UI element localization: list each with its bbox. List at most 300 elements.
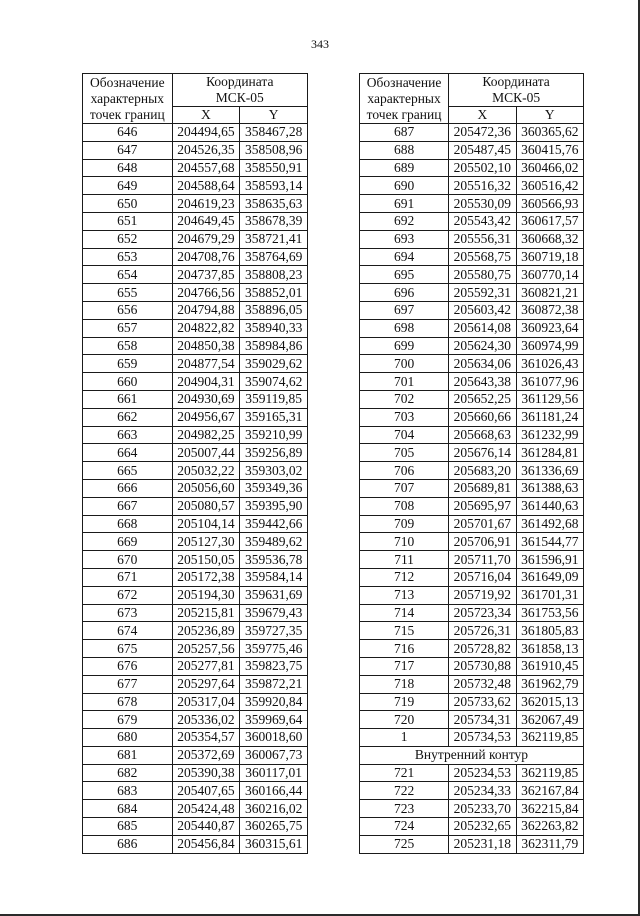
table-row [83,177,308,195]
x-coordinate-cell: 205732,48 [449,675,516,693]
table-row [360,800,584,818]
y-coordinate-cell: 360516,42 [516,177,583,195]
x-coordinate-cell: 205592,31 [449,284,516,302]
x-coordinate-cell: 205234,53 [449,764,516,782]
y-coordinate-cell: 360067,73 [240,746,308,764]
x-coordinate-cell: 205440,87 [172,818,240,836]
table-row [360,818,584,836]
point-id-cell: 651 [83,212,173,230]
point-id-cell: 687 [360,124,449,142]
y-coordinate-cell: 360668,32 [516,230,583,248]
point-id-cell: 658 [83,337,173,355]
x-coordinate-cell: 205716,04 [449,568,516,586]
table-row [83,693,308,711]
table-row [83,444,308,462]
table-row [83,675,308,693]
x-coordinate-cell: 204850,38 [172,337,240,355]
table-row [83,657,308,675]
x-coordinate-cell: 205150,05 [172,551,240,569]
table-row [83,230,308,248]
x-coordinate-cell: 205624,30 [449,337,516,355]
point-id-cell: 693 [360,230,449,248]
table-row [360,124,584,142]
y-coordinate-cell: 358678,39 [240,212,308,230]
table-row [360,515,584,533]
x-coordinate-cell: 205424,48 [172,800,240,818]
y-coordinate-cell: 362015,13 [516,693,583,711]
point-id-cell: 684 [83,800,173,818]
point-id-cell: 697 [360,301,449,319]
x-coordinate-cell: 205233,70 [449,800,516,818]
x-coordinate-cell: 205516,32 [449,177,516,195]
point-id-cell: 695 [360,266,449,284]
y-coordinate-cell: 359631,69 [240,586,308,604]
x-coordinate-cell: 205730,88 [449,657,516,675]
point-id-cell: 705 [360,444,449,462]
x-coordinate-cell: 205711,70 [449,551,516,569]
point-id-cell: 699 [360,337,449,355]
point-id-cell: 650 [83,195,173,213]
point-id-cell: 680 [83,729,173,747]
y-coordinate-cell: 359165,31 [240,408,308,426]
header-designation: Обозначение характерных точек границ [360,74,449,124]
y-coordinate-cell: 362119,85 [516,729,583,747]
x-coordinate-cell: 205643,38 [449,373,516,391]
table-row [83,515,308,533]
table-row [83,141,308,159]
point-id-cell: 679 [83,711,173,729]
y-coordinate-cell: 358896,05 [240,301,308,319]
table-row [83,586,308,604]
header-x: X [172,107,240,124]
x-coordinate-cell: 205234,33 [449,782,516,800]
table-row [360,426,584,444]
point-id-cell: 669 [83,533,173,551]
x-coordinate-cell: 205336,02 [172,711,240,729]
x-coordinate-cell: 205056,60 [172,479,240,497]
x-coordinate-cell: 205734,31 [449,711,516,729]
x-coordinate-cell: 204766,56 [172,284,240,302]
table-row [360,729,584,747]
point-id-cell: 690 [360,177,449,195]
table-row [83,551,308,569]
table-row [83,373,308,391]
table-row [360,675,584,693]
x-coordinate-cell: 204588,64 [172,177,240,195]
point-id-cell: 662 [83,408,173,426]
x-coordinate-cell: 205614,08 [449,319,516,337]
table-row [83,212,308,230]
table-row [360,373,584,391]
y-coordinate-cell: 362311,79 [516,835,583,853]
y-coordinate-cell: 359119,85 [240,390,308,408]
x-coordinate-cell: 205733,62 [449,693,516,711]
x-coordinate-cell: 205719,92 [449,586,516,604]
point-id-cell: 657 [83,319,173,337]
table-row [360,284,584,302]
x-coordinate-cell: 205580,75 [449,266,516,284]
table-row [360,159,584,177]
y-coordinate-cell: 358508,96 [240,141,308,159]
table-row [83,622,308,640]
x-coordinate-cell: 205297,64 [172,675,240,693]
point-id-cell: 672 [83,586,173,604]
y-coordinate-cell: 360566,93 [516,195,583,213]
x-coordinate-cell: 205472,36 [449,124,516,142]
y-coordinate-cell: 362215,84 [516,800,583,818]
table-row [360,444,584,462]
point-id-cell: 716 [360,640,449,658]
y-coordinate-cell: 360117,01 [240,764,308,782]
point-id-cell: 721 [360,764,449,782]
point-id-cell: 691 [360,195,449,213]
y-coordinate-cell: 360872,38 [516,301,583,319]
table-row [360,640,584,658]
table-row [360,462,584,480]
x-coordinate-cell: 205390,38 [172,764,240,782]
x-coordinate-cell: 205695,97 [449,497,516,515]
x-coordinate-cell: 205603,42 [449,301,516,319]
table-row [360,711,584,729]
y-coordinate-cell: 361440,63 [516,497,583,515]
y-coordinate-cell: 359395,90 [240,497,308,515]
x-coordinate-cell: 205652,25 [449,390,516,408]
table-row [360,551,584,569]
y-coordinate-cell: 359210,99 [240,426,308,444]
x-coordinate-cell: 205487,45 [449,141,516,159]
table-row [83,408,308,426]
y-coordinate-cell: 362067,49 [516,711,583,729]
section-heading: Внутренний контур [360,746,584,764]
x-coordinate-cell: 205634,06 [449,355,516,373]
table-row [83,497,308,515]
y-coordinate-cell: 360466,02 [516,159,583,177]
table-row [360,390,584,408]
y-coordinate-cell: 362263,82 [516,818,583,836]
x-coordinate-cell: 205317,04 [172,693,240,711]
point-id-cell: 656 [83,301,173,319]
table-row [83,159,308,177]
x-coordinate-cell: 205676,14 [449,444,516,462]
x-coordinate-cell: 204708,76 [172,248,240,266]
y-coordinate-cell: 361805,83 [516,622,583,640]
header-y: Y [516,107,583,124]
point-id-cell: 682 [83,764,173,782]
point-id-cell: 702 [360,390,449,408]
y-coordinate-cell: 360719,18 [516,248,583,266]
header-designation: Обозначение характерных точек границ [83,74,173,124]
y-coordinate-cell: 359775,46 [240,640,308,658]
table-row [83,479,308,497]
point-id-cell: 712 [360,568,449,586]
x-coordinate-cell: 205568,75 [449,248,516,266]
table-row [360,693,584,711]
y-coordinate-cell: 358467,28 [240,124,308,142]
point-id-cell: 664 [83,444,173,462]
y-coordinate-cell: 359823,75 [240,657,308,675]
y-coordinate-cell: 359584,14 [240,568,308,586]
x-coordinate-cell: 204737,85 [172,266,240,284]
table-row [83,764,308,782]
y-coordinate-cell: 360365,62 [516,124,583,142]
x-coordinate-cell: 205080,57 [172,497,240,515]
table-row [83,640,308,658]
x-coordinate-cell: 205723,34 [449,604,516,622]
y-coordinate-cell: 359489,62 [240,533,308,551]
x-coordinate-cell: 204619,23 [172,195,240,213]
table-row [83,266,308,284]
point-id-cell: 703 [360,408,449,426]
x-coordinate-cell: 205734,53 [449,729,516,747]
point-id-cell: 694 [360,248,449,266]
y-coordinate-cell: 360974,99 [516,337,583,355]
point-id-cell: 683 [83,782,173,800]
x-coordinate-cell: 205232,65 [449,818,516,836]
table-row [83,284,308,302]
point-id-cell: 711 [360,551,449,569]
table-row [360,408,584,426]
table-row [83,835,308,853]
point-id-cell: 724 [360,818,449,836]
x-coordinate-cell: 204526,35 [172,141,240,159]
y-coordinate-cell: 360216,02 [240,800,308,818]
y-coordinate-cell: 361388,63 [516,479,583,497]
point-id-cell: 676 [83,657,173,675]
coordinates-table-left [82,73,308,854]
point-id-cell: 649 [83,177,173,195]
x-coordinate-cell: 205172,38 [172,568,240,586]
table-row [360,533,584,551]
y-coordinate-cell: 359074,62 [240,373,308,391]
point-id-cell: 655 [83,284,173,302]
y-coordinate-cell: 361492,68 [516,515,583,533]
y-coordinate-cell: 358984,86 [240,337,308,355]
point-id-cell: 713 [360,586,449,604]
table-row [83,301,308,319]
header-coordinate: Координата МСК-05 [449,74,584,107]
point-id-cell: 647 [83,141,173,159]
y-coordinate-cell: 361284,81 [516,444,583,462]
table-row [83,426,308,444]
point-id-cell: 700 [360,355,449,373]
y-coordinate-cell: 361649,09 [516,568,583,586]
x-coordinate-cell: 205372,69 [172,746,240,764]
x-coordinate-cell: 204494,65 [172,124,240,142]
y-coordinate-cell: 360315,61 [240,835,308,853]
x-coordinate-cell: 205706,91 [449,533,516,551]
y-coordinate-cell: 361026,43 [516,355,583,373]
y-coordinate-cell: 359536,78 [240,551,308,569]
point-id-cell: 681 [83,746,173,764]
x-coordinate-cell: 205530,09 [449,195,516,213]
point-id-cell: 660 [83,373,173,391]
x-coordinate-cell: 205556,31 [449,230,516,248]
point-id-cell: 677 [83,675,173,693]
point-id-cell: 654 [83,266,173,284]
x-coordinate-cell: 205127,30 [172,533,240,551]
y-coordinate-cell: 359442,66 [240,515,308,533]
table-row [360,604,584,622]
x-coordinate-cell: 205668,63 [449,426,516,444]
y-coordinate-cell: 358940,33 [240,319,308,337]
point-id-cell: 725 [360,835,449,853]
y-coordinate-cell: 360415,76 [516,141,583,159]
x-coordinate-cell: 205689,81 [449,479,516,497]
y-coordinate-cell: 359256,89 [240,444,308,462]
point-id-cell: 685 [83,818,173,836]
table-row [83,390,308,408]
x-coordinate-cell: 204982,25 [172,426,240,444]
x-coordinate-cell: 205502,10 [449,159,516,177]
table-row [360,195,584,213]
x-coordinate-cell: 205354,57 [172,729,240,747]
point-id-cell: 1 [360,729,449,747]
table-row [360,141,584,159]
point-id-cell: 659 [83,355,173,373]
table-row [360,212,584,230]
y-coordinate-cell: 361336,69 [516,462,583,480]
x-coordinate-cell: 205660,66 [449,408,516,426]
point-id-cell: 709 [360,515,449,533]
y-coordinate-cell: 360923,64 [516,319,583,337]
point-id-cell: 715 [360,622,449,640]
x-coordinate-cell: 205701,67 [449,515,516,533]
point-id-cell: 665 [83,462,173,480]
x-coordinate-cell: 205543,42 [449,212,516,230]
x-coordinate-cell: 205407,65 [172,782,240,800]
y-coordinate-cell: 360166,44 [240,782,308,800]
table-row [83,462,308,480]
point-id-cell: 706 [360,462,449,480]
y-coordinate-cell: 358550,91 [240,159,308,177]
y-coordinate-cell: 362167,84 [516,782,583,800]
x-coordinate-cell: 205231,18 [449,835,516,853]
table-row [360,355,584,373]
y-coordinate-cell: 359727,35 [240,622,308,640]
x-coordinate-cell: 204956,67 [172,408,240,426]
y-coordinate-cell: 359872,21 [240,675,308,693]
point-id-cell: 666 [83,479,173,497]
y-coordinate-cell: 361232,99 [516,426,583,444]
x-coordinate-cell: 205215,81 [172,604,240,622]
point-id-cell: 648 [83,159,173,177]
y-coordinate-cell: 359920,84 [240,693,308,711]
table-row [83,746,308,764]
header-x: X [449,107,516,124]
point-id-cell: 646 [83,124,173,142]
table-row [83,711,308,729]
table-row [360,568,584,586]
x-coordinate-cell: 204904,31 [172,373,240,391]
y-coordinate-cell: 361596,91 [516,551,583,569]
y-coordinate-cell: 359303,02 [240,462,308,480]
point-id-cell: 652 [83,230,173,248]
y-coordinate-cell: 358721,41 [240,230,308,248]
table-row [83,604,308,622]
table-row [360,266,584,284]
table-row [360,622,584,640]
y-coordinate-cell: 359029,62 [240,355,308,373]
point-id-cell: 674 [83,622,173,640]
y-coordinate-cell: 361129,56 [516,390,583,408]
table-row [360,764,584,782]
y-coordinate-cell: 358635,63 [240,195,308,213]
table-row [83,195,308,213]
page-number: 343 [311,37,329,51]
x-coordinate-cell: 204822,82 [172,319,240,337]
table-row [360,301,584,319]
y-coordinate-cell: 359969,64 [240,711,308,729]
x-coordinate-cell: 205728,82 [449,640,516,658]
point-id-cell: 722 [360,782,449,800]
table-row [360,177,584,195]
point-id-cell: 678 [83,693,173,711]
y-coordinate-cell: 361962,79 [516,675,583,693]
coordinates-table-right [359,73,584,854]
x-coordinate-cell: 204649,45 [172,212,240,230]
table-row [83,800,308,818]
table-row [360,782,584,800]
y-coordinate-cell: 358808,23 [240,266,308,284]
point-id-cell: 667 [83,497,173,515]
table-row [83,818,308,836]
table-row [83,319,308,337]
header-coordinate: Координата МСК-05 [172,74,307,107]
table-row [360,230,584,248]
header-y: Y [240,107,308,124]
point-id-cell: 653 [83,248,173,266]
point-id-cell: 668 [83,515,173,533]
y-coordinate-cell: 361910,45 [516,657,583,675]
y-coordinate-cell: 358593,14 [240,177,308,195]
point-id-cell: 710 [360,533,449,551]
point-id-cell: 698 [360,319,449,337]
table-row [83,729,308,747]
table-row [83,248,308,266]
y-coordinate-cell: 361701,31 [516,586,583,604]
point-id-cell: 688 [360,141,449,159]
x-coordinate-cell: 204794,88 [172,301,240,319]
point-id-cell: 708 [360,497,449,515]
y-coordinate-cell: 361753,56 [516,604,583,622]
table-row [360,497,584,515]
point-id-cell: 670 [83,551,173,569]
table-row [360,248,584,266]
point-id-cell: 717 [360,657,449,675]
y-coordinate-cell: 360770,14 [516,266,583,284]
x-coordinate-cell: 205726,31 [449,622,516,640]
table-row [360,319,584,337]
point-id-cell: 689 [360,159,449,177]
point-id-cell: 686 [83,835,173,853]
y-coordinate-cell: 359679,43 [240,604,308,622]
table-row [83,124,308,142]
y-coordinate-cell: 360617,57 [516,212,583,230]
table-row [83,337,308,355]
table-row [360,657,584,675]
y-coordinate-cell: 361077,96 [516,373,583,391]
point-id-cell: 723 [360,800,449,818]
y-coordinate-cell: 361181,24 [516,408,583,426]
table-row [83,533,308,551]
x-coordinate-cell: 204679,29 [172,230,240,248]
section-row [360,746,584,764]
x-coordinate-cell: 205257,56 [172,640,240,658]
point-id-cell: 718 [360,675,449,693]
point-id-cell: 661 [83,390,173,408]
x-coordinate-cell: 205236,89 [172,622,240,640]
table-row [83,355,308,373]
